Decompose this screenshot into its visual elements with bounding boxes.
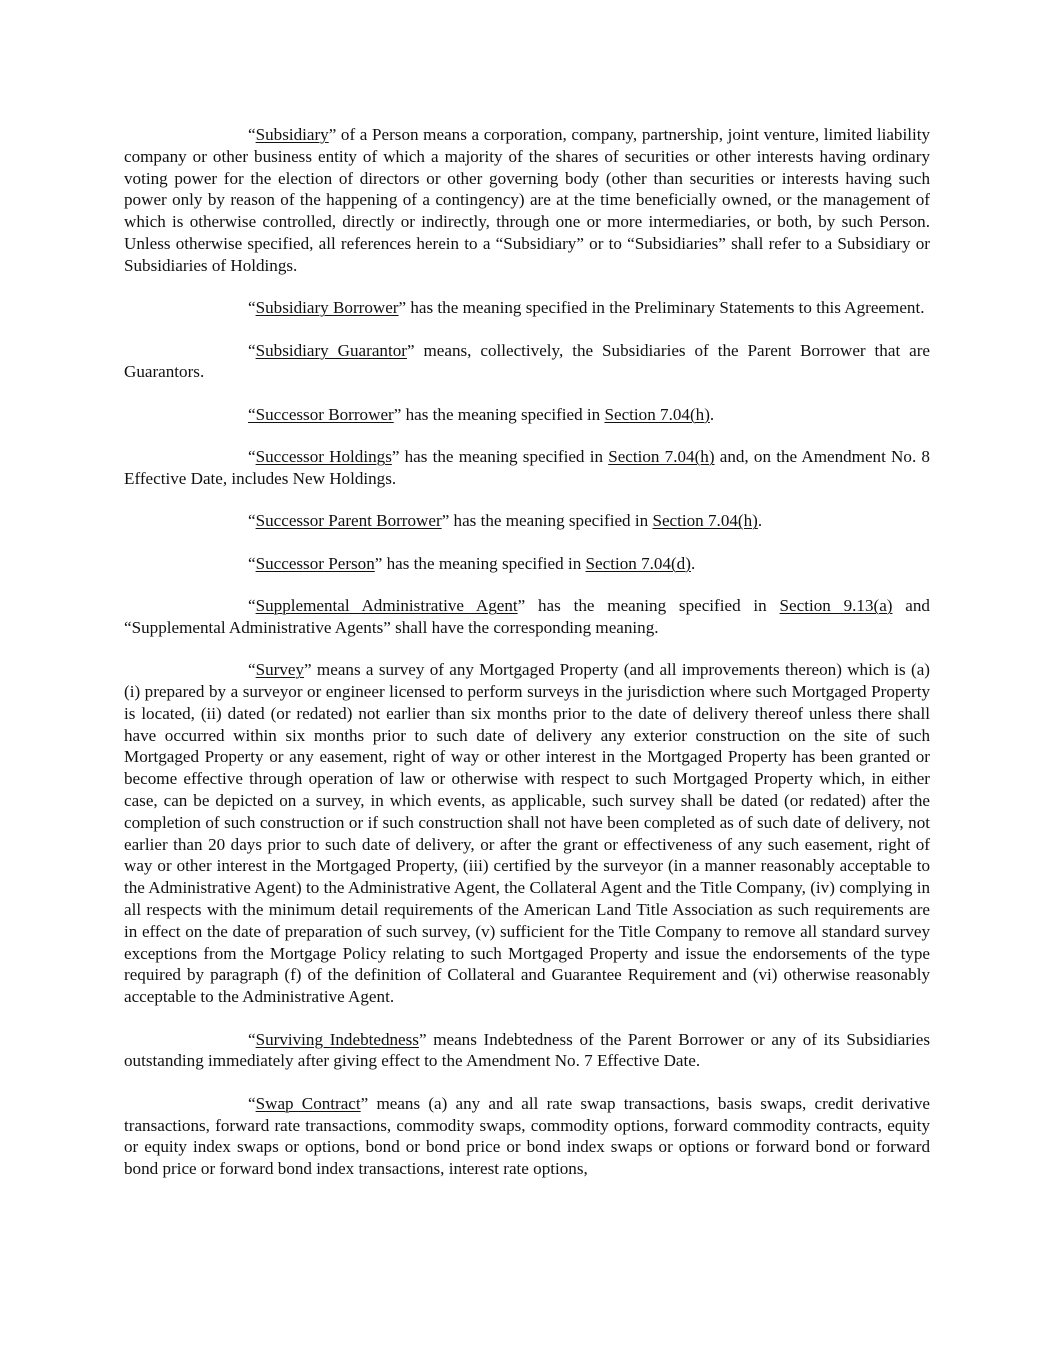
defined-term: Subsidiary	[255, 125, 329, 144]
defined-term: Subsidiary Guarantor	[255, 340, 407, 360]
defined-term: Successor Holdings	[255, 447, 392, 467]
document-page	[124, 124, 930, 1201]
definition-text: ” means a survey of any Mortgaged Property (and all improvements thereon) which is (a) (i) prepared by a surveyor or engineer licensed to perform surveys in the jurisdiction where such Mortgaged Property is located, (ii) dated (or redated) not earlier than six months prior to the date of delivery thereof unless there shall have occurred within six months prior to such date of delivery any exterior construction on the site of such Mortgaged Property or any easement, right of way or other interest in the Mortgaged Property has been granted or become effective through operation of law or otherwise with respect to such Mortgaged Property which, in either case, can be depicted on a survey, in which events, as applicable, such survey shall be dated (or redated) after the completion of such construction or if such construction shall not have been completed as of such date of delivery, not earlier than 20 days prior to such date of delivery, or after the grant or effectiveness of any such easement, right of way or other interest in the Mortgaged Property, (iii) certified by the surveyor (in a manner reasonably acceptable to the Administrative Agent) to the Administrative Agent, the Collateral Agent and the Title Company, (iv) complying in all respects with the minimum detail requirements of the American Land Title Association as such requirements are in effect on the date of preparation of such survey, (v) sufficient for the Title Company to remove all standard survey exceptions from the Mortgage Policy relating to such Mortgaged Property and issue the endorsements of the type required by paragraph (f) of the definition of Collateral and Guarantee Requirement and (vi) otherwise reasonably acceptable to the Administrative Agent.	[124, 660, 930, 1007]
definition-text: ” has the meaning specified in	[393, 404, 605, 424]
definition-supplemental-administrative-agent	[124, 595, 930, 639]
definition-text: ” means, collectively, the Subsidiaries of the Parent Borrower that are Guarantors.	[124, 340, 930, 382]
definition-subsidiary-guarantor	[124, 340, 930, 384]
definition-text: ” means Indebtedness of the Parent Borrower or any of its Subsidiaries outstanding immediately after giving effect to the Amendment No. 7 Effective Date.	[124, 1029, 930, 1071]
definition-text: ” has the meaning specified in	[517, 596, 780, 616]
defined-term: Survey	[255, 660, 305, 680]
definition-text: ” has the meaning specified in	[374, 553, 586, 573]
definition-text: ” has the meaning specified in	[441, 511, 653, 531]
quote-mark: “	[248, 553, 256, 573]
quote-mark: “	[248, 340, 256, 360]
definition-text: .	[690, 553, 696, 573]
quote-mark: “	[248, 511, 256, 531]
definition-text: ” has the meaning specified in the Preliminary Statements to this Agreement.	[398, 298, 925, 318]
defined-term: Surviving Indebtedness	[255, 1029, 419, 1049]
definition-successor-holdings	[124, 446, 930, 490]
definition-text: .	[709, 404, 715, 424]
quote-mark: “	[248, 1029, 256, 1049]
definition-text: ” of a Person means a corporation, company, partnership, joint venture, limited liability company or other business entity of which a majority of the shares of securities or other interests having ordinary voting power for the election of directors or other governing body (other than securities or interests having such power only by reason of the happening of a contingency) are at the time beneficially owned, or the management of which is otherwise controlled, directly or indirectly, through one or more intermediaries, or both, by such Person. Unless otherwise specified, all references herein to a “Subsidiary” or to “Subsidiaries” shall refer to a Subsidiary or Subsidiaries of Holdings.	[124, 125, 930, 275]
quote-mark: “	[248, 596, 256, 616]
section-reference: Section 9.13(a)	[779, 596, 893, 616]
definition-subsidiary-borrower	[124, 297, 930, 319]
defined-term: Successor Parent Borrower	[255, 511, 442, 531]
definition-successor-borrower	[124, 404, 930, 426]
definition-subsidiary	[124, 124, 930, 277]
defined-term: Supplemental Administrative Agent	[255, 596, 518, 616]
section-reference: Section 7.04(h)	[608, 447, 715, 467]
definition-successor-person	[124, 553, 930, 575]
section-reference: Section 7.04(h)	[652, 511, 758, 531]
quote-mark: “	[248, 125, 256, 144]
defined-term: Successor Person	[255, 553, 375, 573]
defined-term: Subsidiary Borrower	[255, 298, 399, 318]
definition-text: ” has the meaning specified in	[391, 447, 609, 467]
definition-survey	[124, 659, 930, 1008]
defined-term: “Successor Borrower	[248, 404, 394, 424]
quote-mark: “	[248, 298, 256, 318]
definition-text: .	[757, 511, 763, 531]
quote-mark: “	[248, 447, 256, 467]
definition-successor-parent-borrower	[124, 510, 930, 532]
quote-mark: “	[248, 660, 256, 680]
defined-term: Swap Contract	[255, 1093, 361, 1113]
definition-text: and “Supplemental Administrative Agents” shall have the corresponding meaning.	[124, 596, 930, 637]
definition-text: and, on the Amendment No. 8 Effective Date, includes New Holdings.	[124, 447, 930, 488]
definition-swap-contract	[124, 1093, 930, 1180]
section-reference: Section 7.04(d)	[585, 553, 691, 573]
quote-mark: “	[248, 1093, 256, 1113]
section-reference: Section 7.04(h)	[604, 404, 710, 424]
definition-surviving-indebtedness	[124, 1029, 930, 1073]
definition-text: ” means (a) any and all rate swap transactions, basis swaps, credit derivative transactions, forward rate transactions, commodity swaps, commodity options, forward commodity contracts, equity or equity index swaps or options, bond or bond price or bond index swaps or options or forward bond or forward bond price or forward bond index transactions, interest rate options,	[124, 1093, 930, 1179]
